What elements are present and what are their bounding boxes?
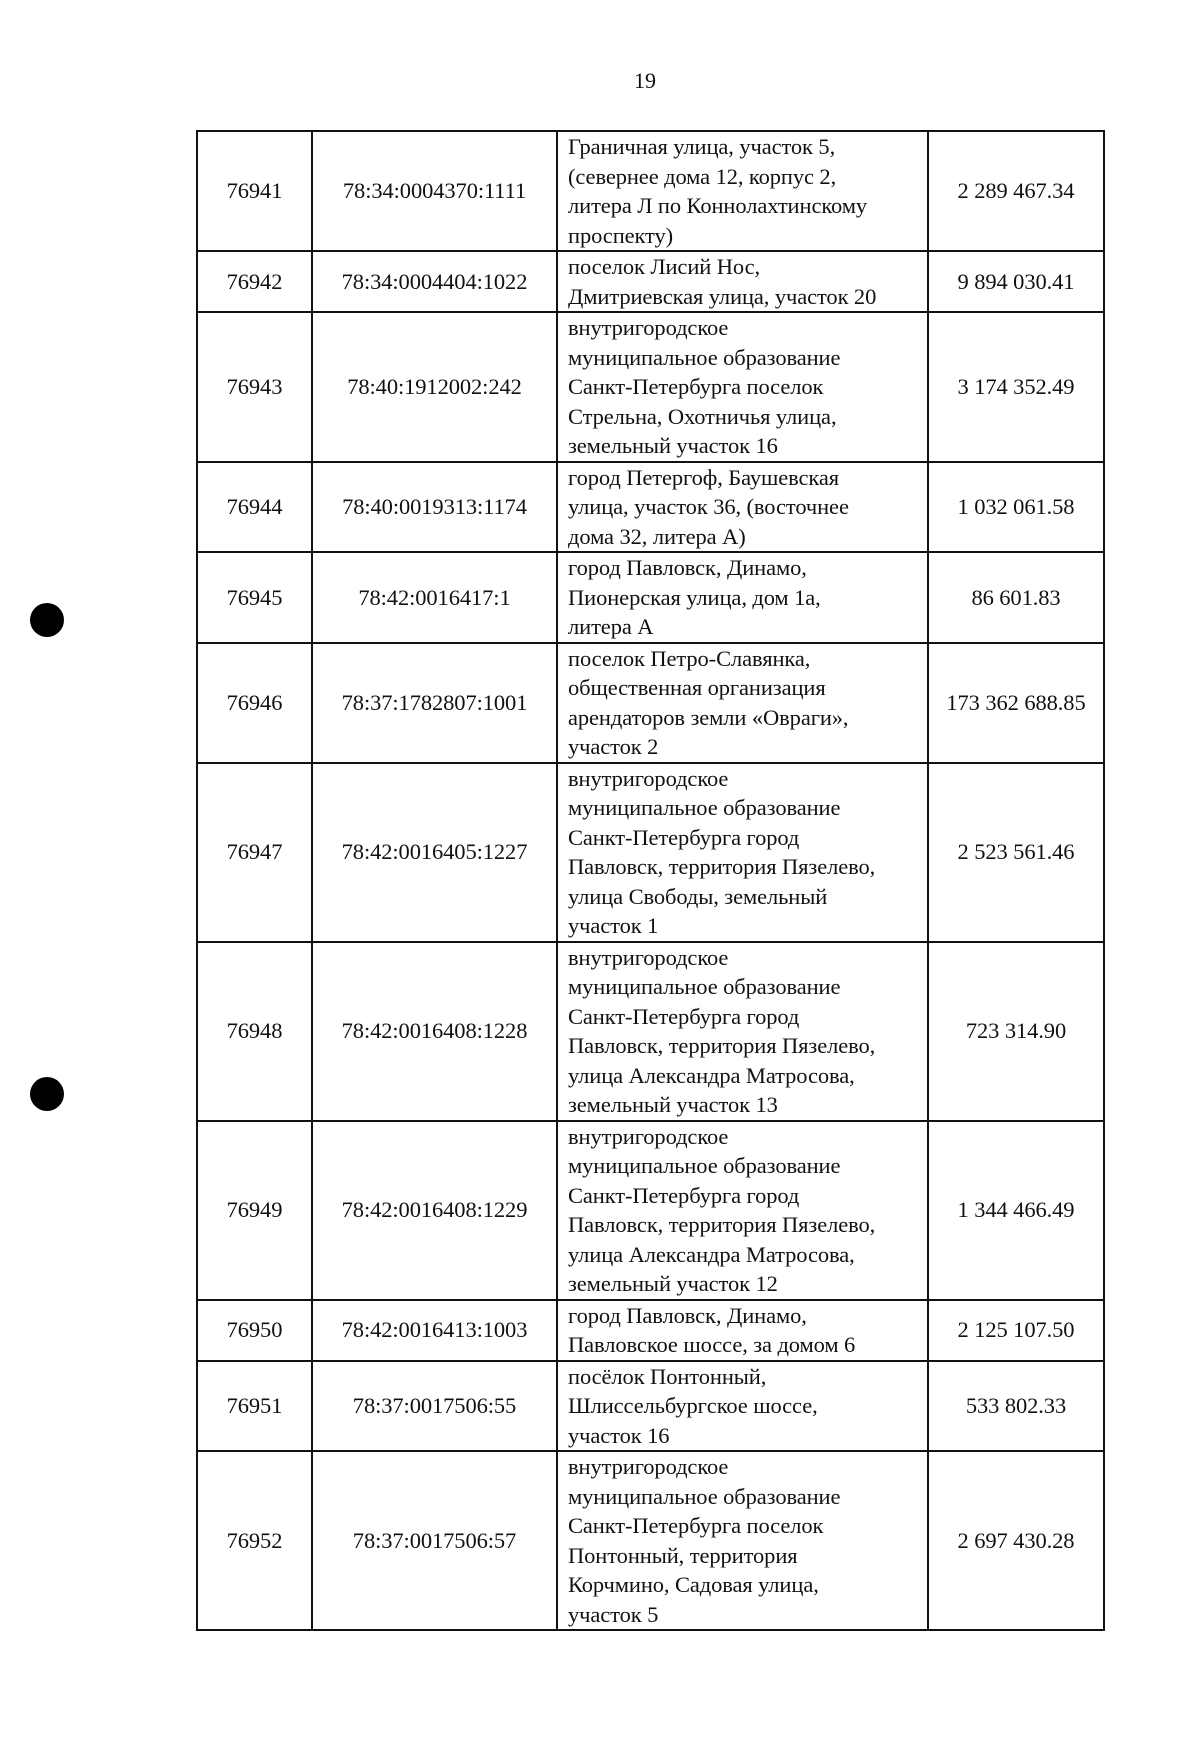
row-number: 76948 [197,942,312,1121]
row-number: 76949 [197,1121,312,1300]
address: поселок Петро-Славянка, общественная организация арендаторов земли «Овраги», участок 2 [557,643,928,763]
cadastral-value: 1 032 061.58 [928,462,1104,553]
page-number: 19 [634,68,656,93]
row-number: 76946 [197,643,312,763]
punch-hole [30,603,64,637]
cadastral-value: 2 125 107.50 [928,1300,1104,1361]
table-row [197,251,1104,312]
cadastral-value: 533 802.33 [928,1361,1104,1452]
cadastral-number: 78:42:0016413:1003 [312,1300,557,1361]
table-row [197,1121,1104,1300]
row-number: 76942 [197,251,312,312]
table-row [197,131,1104,251]
cadastral-number: 78:42:0016408:1228 [312,942,557,1121]
cadastral-number: 78:37:0017506:55 [312,1361,557,1452]
address: внутригородское муниципальное образование Санкт-Петербурга город Павловск, территория Пязелево, улица Александра Матросова, земельный участок 13 [557,942,928,1121]
row-number: 76941 [197,131,312,251]
table-row [197,763,1104,942]
row-number: 76944 [197,462,312,553]
table-row [197,1300,1104,1361]
address: Граничная улица, участок 5, (севернее дома 12, корпус 2, литера Л по Коннолахтинскому проспекту) [557,131,928,251]
address: внутригородское муниципальное образование Санкт-Петербурга город Павловск, территория Пязелево, улица Александра Матросова, земельный участок 12 [557,1121,928,1300]
table-row [197,643,1104,763]
cadastral-number: 78:42:0016408:1229 [312,1121,557,1300]
row-number: 76950 [197,1300,312,1361]
cadastral-number: 78:40:1912002:242 [312,312,557,462]
cadastral-value: 86 601.83 [928,552,1104,643]
cadastral-value: 2 697 430.28 [928,1451,1104,1630]
address: город Павловск, Динамо, Павловское шоссе, за домом 6 [557,1300,928,1361]
cadastral-number: 78:42:0016417:1 [312,552,557,643]
row-number: 76947 [197,763,312,942]
cadastral-value: 1 344 466.49 [928,1121,1104,1300]
table-row [197,942,1104,1121]
address: внутригородское муниципальное образование Санкт-Петербурга поселок Стрельна, Охотничья улица, земельный участок 16 [557,312,928,462]
row-number: 76951 [197,1361,312,1452]
cadastral-value: 723 314.90 [928,942,1104,1121]
table-row [197,312,1104,462]
row-number: 76945 [197,552,312,643]
table-row [197,1361,1104,1452]
cadastral-value: 2 289 467.34 [928,131,1104,251]
table-row [197,552,1104,643]
address: поселок Лисий Нос, Дмитриевская улица, участок 20 [557,251,928,312]
address: внутригородское муниципальное образование Санкт-Петербурга город Павловск, территория Пязелево, улица Свободы, земельный участок 1 [557,763,928,942]
punch-hole [30,1077,64,1111]
cadastral-number: 78:37:1782807:1001 [312,643,557,763]
cadastral-number: 78:34:0004404:1022 [312,251,557,312]
table-row [197,462,1104,553]
cadastral-value: 2 523 561.46 [928,763,1104,942]
address: город Петергоф, Баушевская улица, участок 36, (восточнее дома 32, литера А) [557,462,928,553]
address: город Павловск, Динамо, Пионерская улица, дом 1а, литера А [557,552,928,643]
row-number: 76943 [197,312,312,462]
table-row [197,1451,1104,1630]
cadastral-value: 173 362 688.85 [928,643,1104,763]
cadastral-number: 78:40:0019313:1174 [312,462,557,553]
cadastral-value: 9 894 030.41 [928,251,1104,312]
cadastral-number: 78:42:0016405:1227 [312,763,557,942]
address: внутригородское муниципальное образование Санкт-Петербурга поселок Понтонный, территория Корчмино, Садовая улица, участок 5 [557,1451,928,1630]
row-number: 76952 [197,1451,312,1630]
cadastral-value: 3 174 352.49 [928,312,1104,462]
cadastral-number: 78:34:0004370:1111 [312,131,557,251]
address: посёлок Понтонный, Шлиссельбургское шоссе, участок 16 [557,1361,928,1452]
table-body [197,131,1104,1630]
land-plot-table [196,130,1105,1631]
cadastral-number: 78:37:0017506:57 [312,1451,557,1630]
